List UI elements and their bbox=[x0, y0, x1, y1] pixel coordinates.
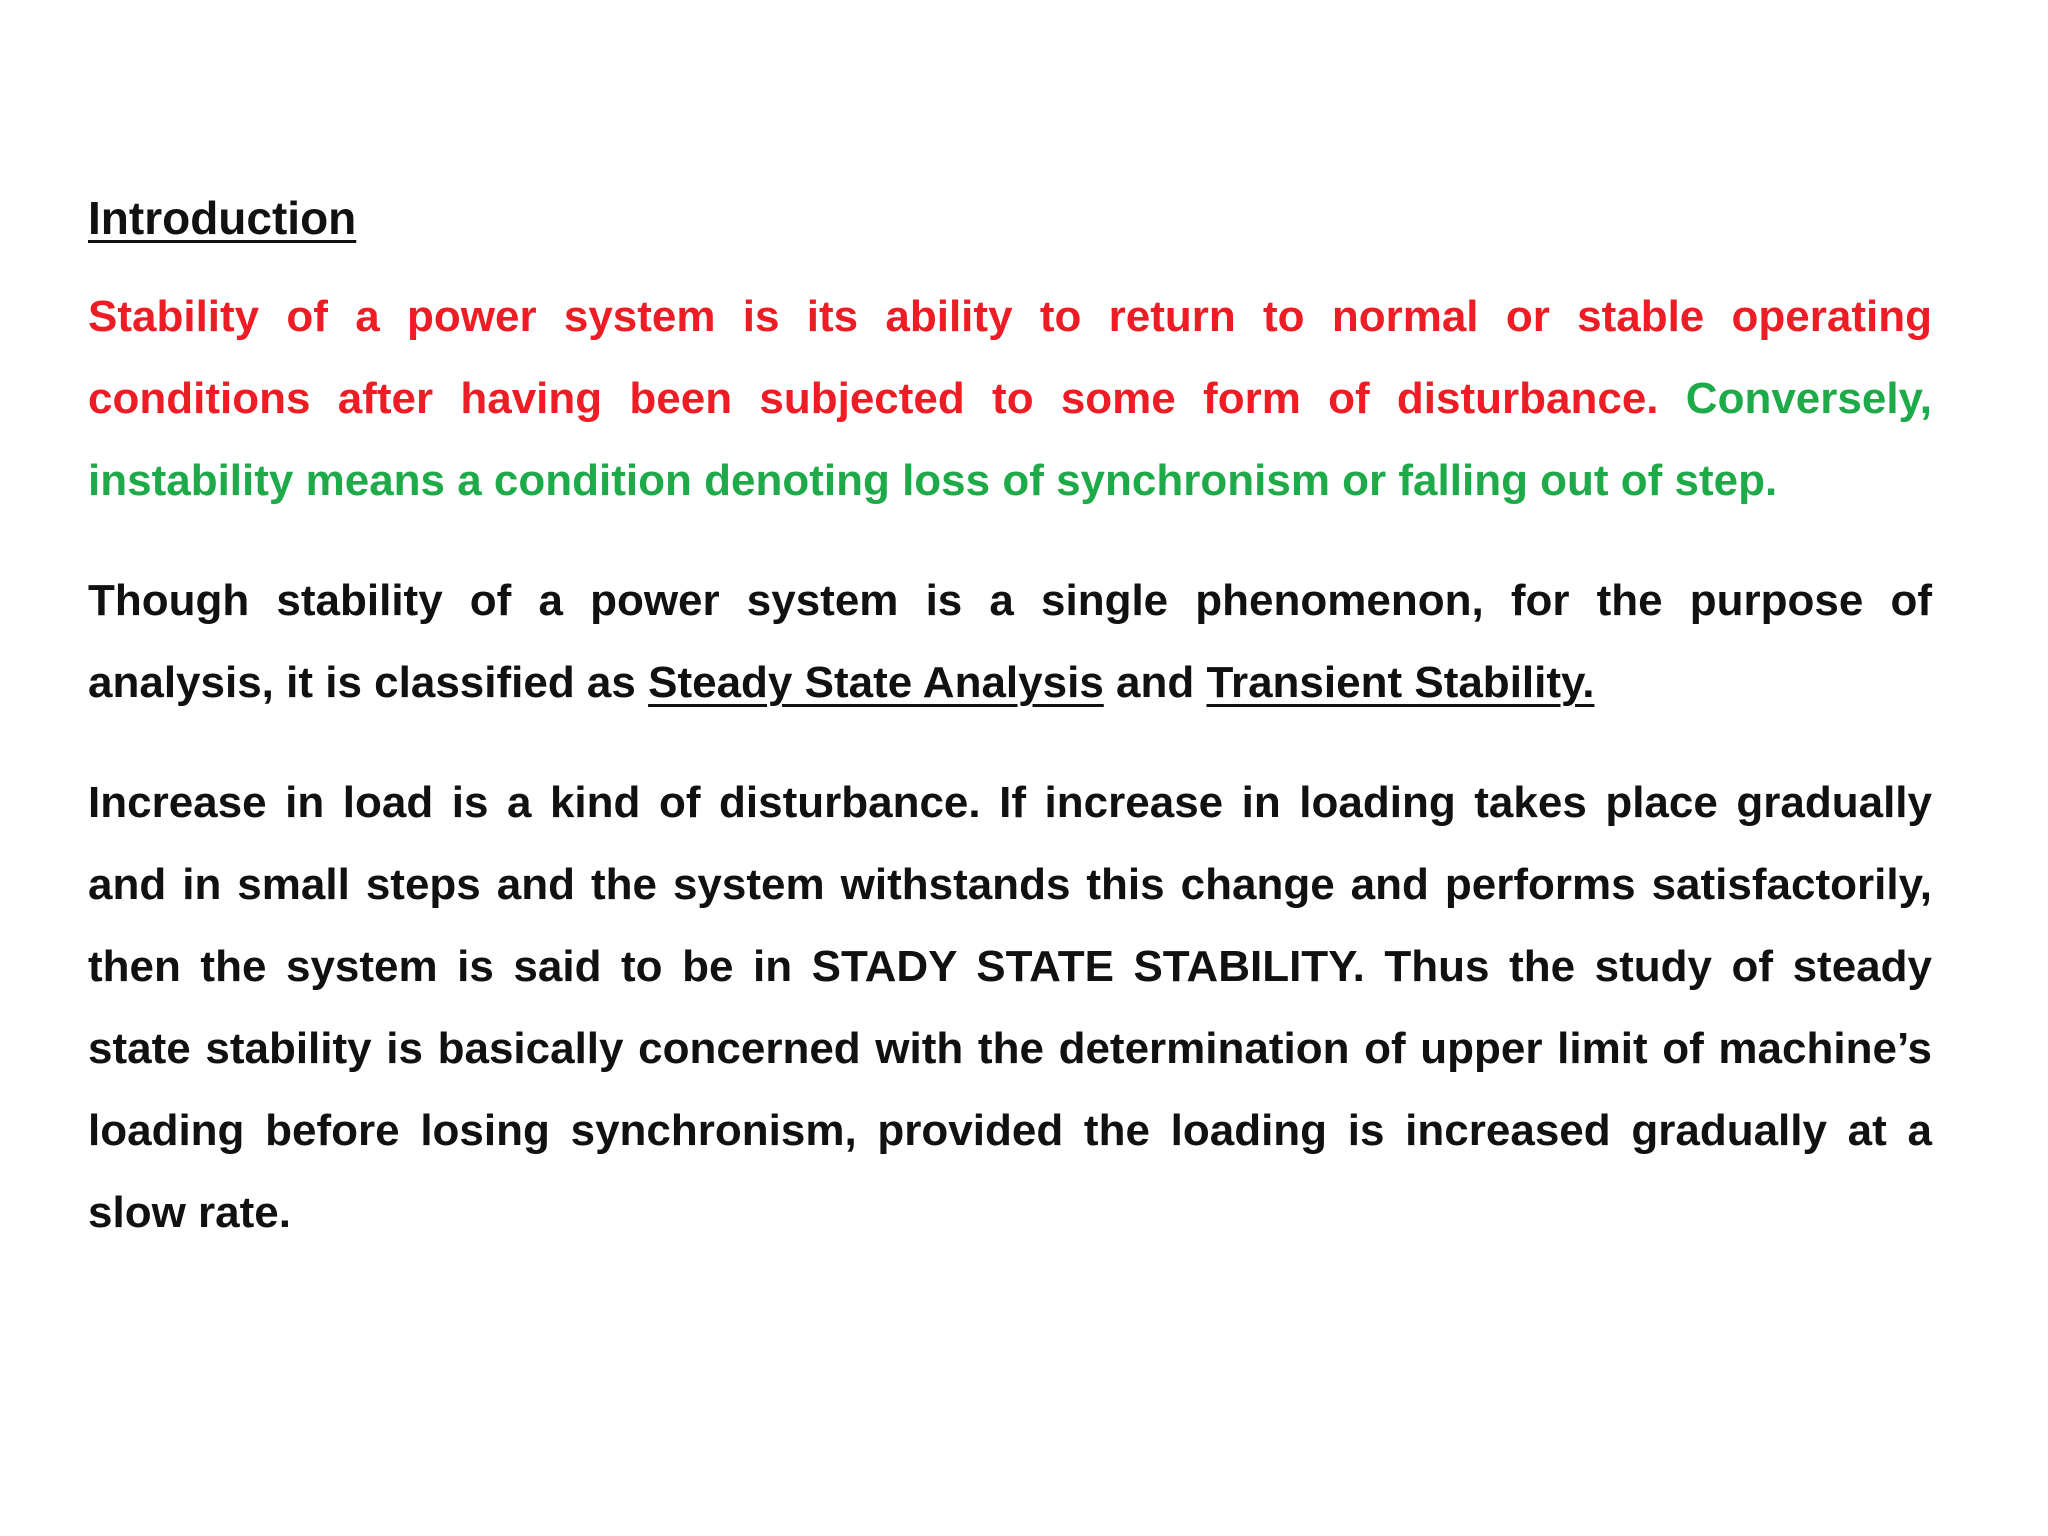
paragraph-steady-state bbox=[88, 762, 1932, 1254]
classification-text: Though stability of a power system is a single phenomenon, for the purpose of analysis, it is classified as bbox=[88, 576, 1932, 707]
paragraph-stability-definition bbox=[88, 276, 1932, 522]
transient-stability-term: Transient Stability. bbox=[1206, 658, 1595, 707]
steady-state-term: Steady State Analysis bbox=[648, 658, 1104, 707]
converse-text: Conversely, instability means a condition denoting loss of synchronism or falling out of step. bbox=[88, 374, 1932, 505]
page-title: Introduction bbox=[88, 192, 357, 244]
paragraph-classification bbox=[88, 560, 1932, 724]
steady-state-text: Increase in load is a kind of disturbance. If increase in loading takes place gradually and in small steps and the system withstands this change and performs satisfactorily, then the system is said to be in STADY STATE STABILITY. Thus the study of steady state stability is basically concerned with the determination of upper limit of machine’s loading before losing synchronism, provided the loading is increased gradually at a slow rate. bbox=[88, 778, 1932, 1237]
connector-text: and bbox=[1116, 658, 1195, 707]
definition-text: Stability of a power system is its ability to return to normal or stable operating conditions after having been subjected to some form of disturbance. bbox=[88, 292, 1932, 423]
slide-content bbox=[88, 188, 1932, 1254]
